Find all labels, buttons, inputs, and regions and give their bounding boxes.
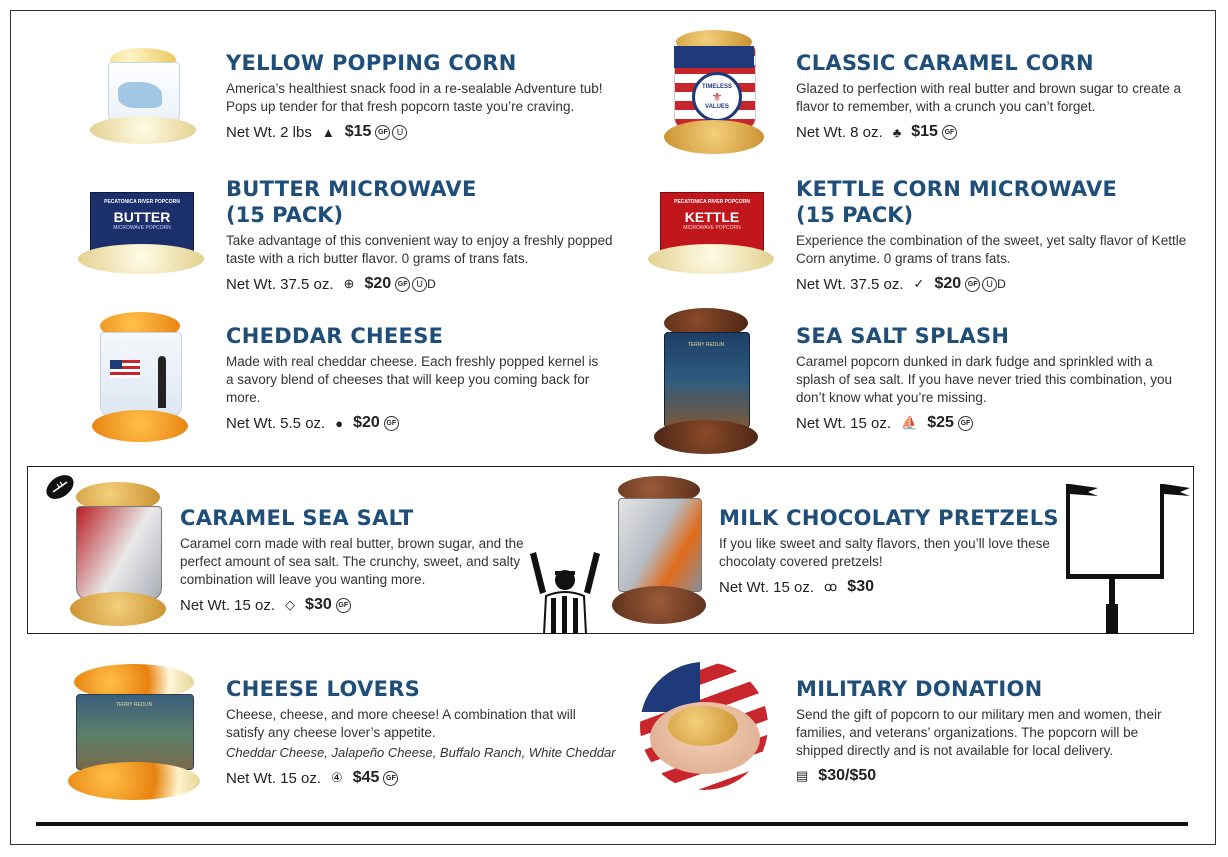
diamond-icon: ◇ [285,597,296,612]
cheddar-tub-image [92,312,188,442]
triangle-icon: ▲ [321,124,335,140]
product-title: MILK CHOCOLATY PRETZELS [719,506,1059,530]
product-meta [226,275,626,293]
cheese-lovers-tin-image [68,664,200,802]
price: $30 [847,578,874,595]
price: $15 [344,123,372,140]
product-milk-chocolaty-pretzels [719,505,1079,596]
box-flavor: BUTTER [113,209,171,225]
kosher-u-icon: U [392,125,407,140]
price: $20 [353,414,380,431]
flag-icon: ▤ [796,768,809,783]
product-title: SEA SALT SPLASH [796,324,1010,348]
product-title: BUTTER MICROWAVE [226,177,477,201]
net-weight: Net Wt. 15 oz. [180,596,276,614]
product-title: MILITARY DONATION [796,677,1043,701]
box-brand: PECATONICA RIVER POPCORN [674,199,750,205]
product-description: Made with real cheddar cheese. Each freshly popped kernel is a savory blend of cheeses that will keep you coming back for more. [226,354,599,405]
price: $20 [934,275,962,292]
product-yellow-popping-corn [226,50,626,141]
product-description: Cheese, cheese, and more cheese! A combination that will satisfy any cheese lover’s appetite. [226,707,576,740]
dairy-mark: D [997,277,1006,291]
product-meta [226,769,616,787]
product-description: Take advantage of this convenient way to enjoy a freshly popped taste with a rich butter flavor. 0 grams of trans fats. [226,233,613,266]
product-meta [226,414,606,432]
box-sub: MICROWAVE POPCORN [683,225,741,231]
net-weight: Net Wt. 15 oz. [226,769,322,787]
price: $45 [352,769,380,786]
product-description: Caramel corn made with real butter, brown sugar, and the perfect amount of sea salt. The crunchy, sweet, and salty combination will leave you wanting more. [180,536,524,587]
price: $15 [911,123,938,140]
butter-microwave-box-image [78,190,204,278]
product-meta [226,123,626,141]
military-donation-image [640,662,768,790]
product-meta [796,414,1176,432]
product-caramel-sea-salt [180,505,540,614]
product-description: If you like sweet and salty flavors, then you’ll love these chocolaty covered pretzels! [719,536,1050,569]
sea-salt-splash-tin-image [654,308,758,454]
tree-icon: ♣ [892,124,902,140]
kettle-microwave-box-image [648,190,774,278]
box-sub: MICROWAVE POPCORN [113,225,171,231]
gluten-free-icon: GF [336,598,351,613]
product-title: CARAMEL SEA SALT [180,506,414,530]
net-weight: Net Wt. 2 lbs [226,123,312,141]
net-weight: Net Wt. 15 oz. [719,578,815,596]
product-classic-caramel-corn [796,50,1196,141]
product-description: America’s healthiest snack food in a re-sealable Adventure tub! Pops up tender for that fresh popcorn taste you’re craving. [226,81,603,114]
tin-label: TERRY REDLIN [115,702,153,708]
product-kettle-corn-microwave [796,176,1196,293]
box-brand: PECATONICA RIVER POPCORN [104,199,180,205]
net-weight: Net Wt. 5.5 oz. [226,414,326,432]
scout-badge-top: TIMELESS [701,84,732,90]
product-title: YELLOW POPPING CORN [226,51,517,75]
plus-circle-icon: ⊕ [343,276,355,291]
gluten-free-icon: GF [383,771,398,786]
product-description: Send the gift of popcorn to our military men and women, their families, and veterans’ organizations. The popcorn will be shipped directly and is not available for local delivery. [796,707,1162,758]
product-cheddar-cheese [226,323,606,432]
scout-badge-bottom: VALUES [705,104,729,110]
box-flavor: KETTLE [684,209,740,225]
product-meta [796,275,1196,293]
gluten-free-icon: GF [942,125,957,140]
product-description: Experience the combination of the sweet, yet salty flavor of Kettle Corn anytime. 0 grams of trans fats. [796,233,1187,266]
circled-four-icon: ④ [331,770,343,785]
dairy-mark: D [427,277,436,291]
referee-icon [522,548,608,634]
price: $30/$50 [818,767,877,784]
product-military-donation [796,676,1186,785]
product-sea-salt-splash [796,323,1176,432]
check-circle-icon: ✓ [913,276,925,291]
product-meta [180,596,540,614]
dot-icon: ● [335,415,344,431]
gluten-free-icon: GF [965,277,980,292]
product-meta [719,578,1079,596]
price: $20 [364,275,392,292]
pretzel-icon: ꝏ [824,579,838,594]
gluten-free-icon: GF [384,416,399,431]
bottom-divider [36,822,1188,826]
tin-label: TERRY REDLIN [687,342,725,348]
caramel-corn-tub-image: TIMELESS ⚜ VALUES [664,30,764,156]
kosher-u-icon: U [412,277,427,292]
product-meta [796,123,1196,141]
product-description: Caramel popcorn dunked in dark fudge and sprinkled with a splash of sea salt. If you have never tried this combination, you don’t know what you’re missing. [796,354,1172,405]
product-subtitle: (15 PACK) [796,203,914,227]
product-title: CLASSIC CARAMEL CORN [796,51,1094,75]
net-weight: Net Wt. 15 oz. [796,414,892,432]
product-subtitle: (15 PACK) [226,203,344,227]
product-title: CHEESE LOVERS [226,677,421,701]
pretzel-tin-image [612,476,706,626]
kosher-u-icon: U [982,277,997,292]
product-varieties: Cheddar Cheese, Jalapeño Cheese, Buffalo Ranch, White Cheddar [226,745,616,760]
gluten-free-icon: GF [375,125,390,140]
price: $30 [305,596,332,613]
product-butter-microwave [226,176,626,293]
gluten-free-icon: GF [395,277,410,292]
product-description: Glazed to perfection with real butter and brown sugar to create a flavor to remember, with a crunch you can’t forget. [796,81,1181,114]
net-weight: Net Wt. 8 oz. [796,123,883,141]
product-title: KETTLE CORN MICROWAVE [796,177,1118,201]
gluten-free-icon: GF [958,416,973,431]
sailboat-icon: ⛵ [901,415,918,430]
product-meta [796,767,1186,785]
goalpost-icon [1062,478,1192,634]
yellow-popcorn-tub-image [88,48,198,148]
product-cheese-lovers [226,676,616,787]
net-weight: Net Wt. 37.5 oz. [226,275,334,293]
net-weight: Net Wt. 37.5 oz. [796,275,904,293]
price: $25 [927,414,954,431]
product-title: CHEDDAR CHEESE [226,324,444,348]
caramel-sea-salt-tub-image [70,482,166,628]
